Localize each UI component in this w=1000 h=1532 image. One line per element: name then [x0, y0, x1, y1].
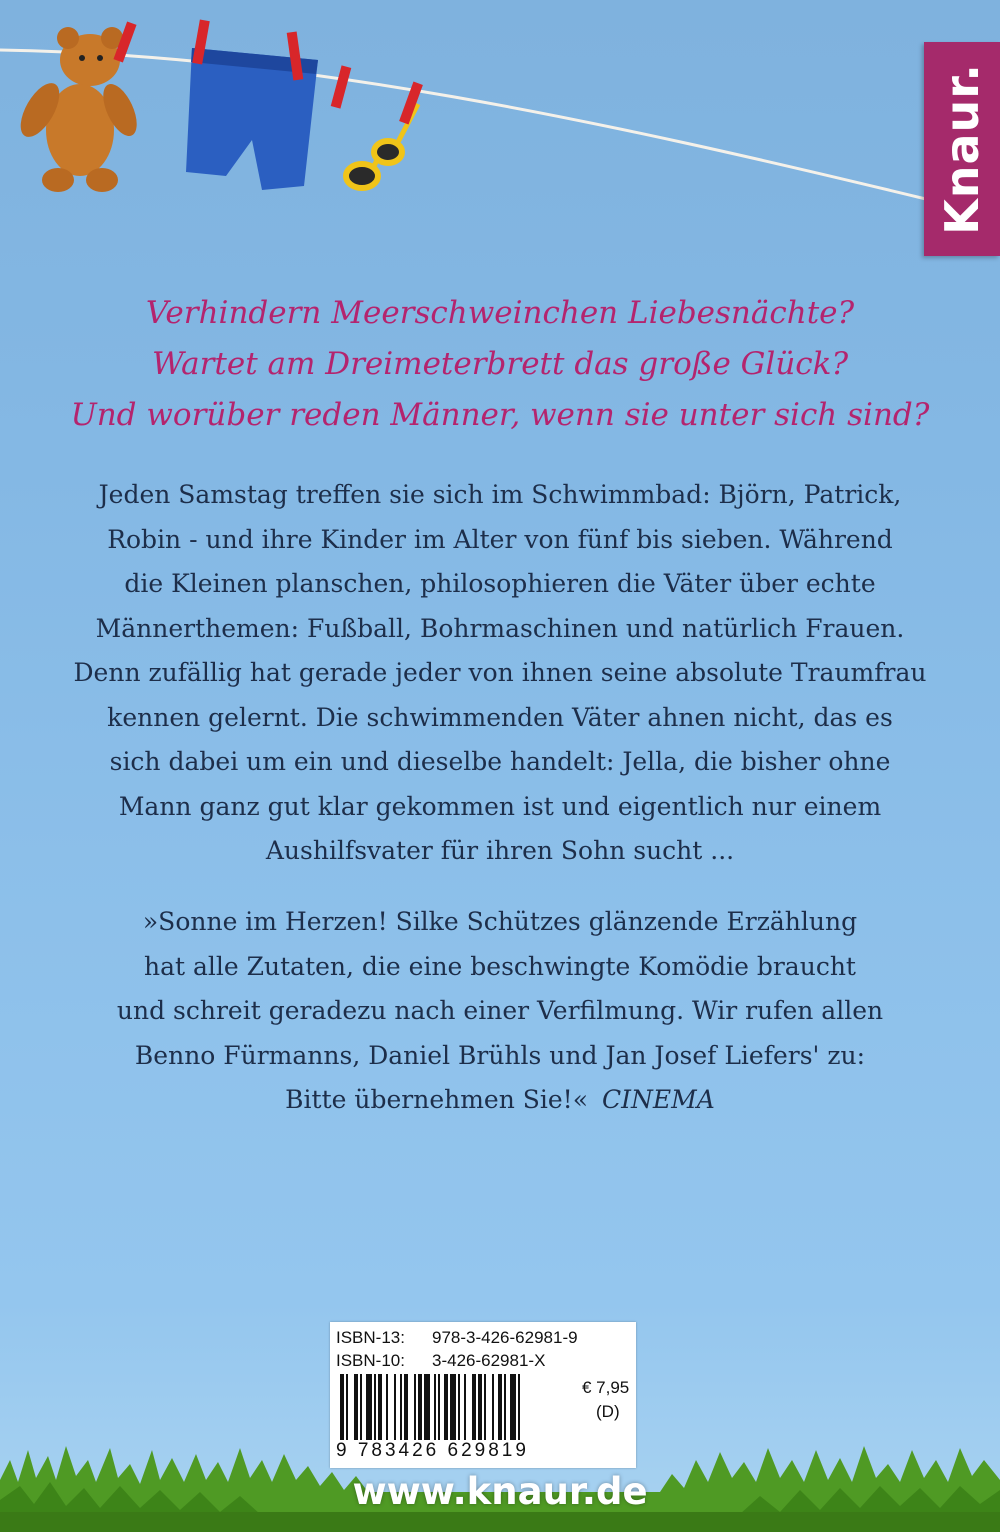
- isbn13-label: ISBN-13:: [336, 1328, 405, 1347]
- review-line: und schreit geradezu nach einer Verfilmung. Wir rufen allen: [116, 996, 884, 1025]
- publisher-website[interactable]: www.knaur.de: [352, 1470, 648, 1513]
- teaser-line: Wartet am Dreimeterbrett das große Glück?: [151, 346, 849, 382]
- isbn13-row: [336, 1328, 578, 1348]
- barcode-digits: 9 783426 629819: [336, 1440, 529, 1461]
- review-source: CINEMA: [602, 1085, 715, 1114]
- clothes-pin-icon: [331, 65, 352, 108]
- clothesline-illustration: [0, 0, 1000, 260]
- blurb-line: kennen gelernt. Die schwimmenden Väter ahnen nicht, das es: [107, 702, 893, 732]
- isbn10-value: 3-426-62981-X: [432, 1351, 546, 1370]
- blurb-line: Männerthemen: Fußball, Bohrmaschinen und natürlich Frauen.: [95, 613, 905, 643]
- blurb-line: Mann ganz gut klar gekommen ist und eigentlich nur einem: [118, 791, 882, 821]
- blurb-line: sich dabei um ein und dieselbe handelt: Jella, die bisher ohne: [109, 747, 891, 776]
- review-line-last: [0, 1078, 1000, 1123]
- blurb-line: Robin - und ihre Kinder im Alter von fünf bis sieben. Während: [107, 524, 893, 554]
- barcode-label: [330, 1322, 636, 1468]
- teaser-line: Verhindern Meerschweinchen Liebesnächte?: [145, 295, 855, 331]
- isbn10-row: [336, 1351, 545, 1371]
- publisher-logo-badge: [924, 42, 1000, 256]
- blurb-line: Jeden Samstag treffen sie sich im Schwimmbad: Björn, Patrick,: [98, 480, 902, 509]
- review-quote: [0, 900, 1000, 1123]
- barcode-bars: [340, 1374, 576, 1440]
- review-line: »Sonne im Herzen! Silke Schützes glänzende Erzählung: [142, 907, 858, 936]
- price: € 7,95: [582, 1378, 630, 1397]
- blurb-line: Denn zufällig hat gerade jeder von ihnen seine absolute Traumfrau: [73, 658, 927, 687]
- review-line: hat alle Zutaten, die eine beschwingte Komödie braucht: [144, 951, 856, 981]
- review-line: Bitte übernehmen Sie!«: [285, 1085, 589, 1114]
- blurb-line: die Kleinen planschen, philosophieren die Väter über echte: [124, 569, 876, 598]
- clothesline: [0, 50, 930, 200]
- teaser-line: Und worüber reden Männer, wenn sie unter sich sind?: [70, 397, 930, 433]
- blurb-line: Aushilfsvater für ihren Sohn sucht ...: [265, 836, 735, 865]
- price-country: (D): [596, 1402, 620, 1421]
- teaser-questions: [0, 288, 1000, 441]
- blurb-text: [0, 473, 1000, 874]
- review-line: Benno Fürmanns, Daniel Brühls und Jan Josef Liefers' zu:: [134, 1040, 866, 1070]
- isbn10-label: ISBN-10:: [336, 1351, 405, 1370]
- isbn13-value: 978-3-426-62981-9: [432, 1328, 578, 1347]
- publisher-logo-text: Knaur.: [935, 63, 989, 235]
